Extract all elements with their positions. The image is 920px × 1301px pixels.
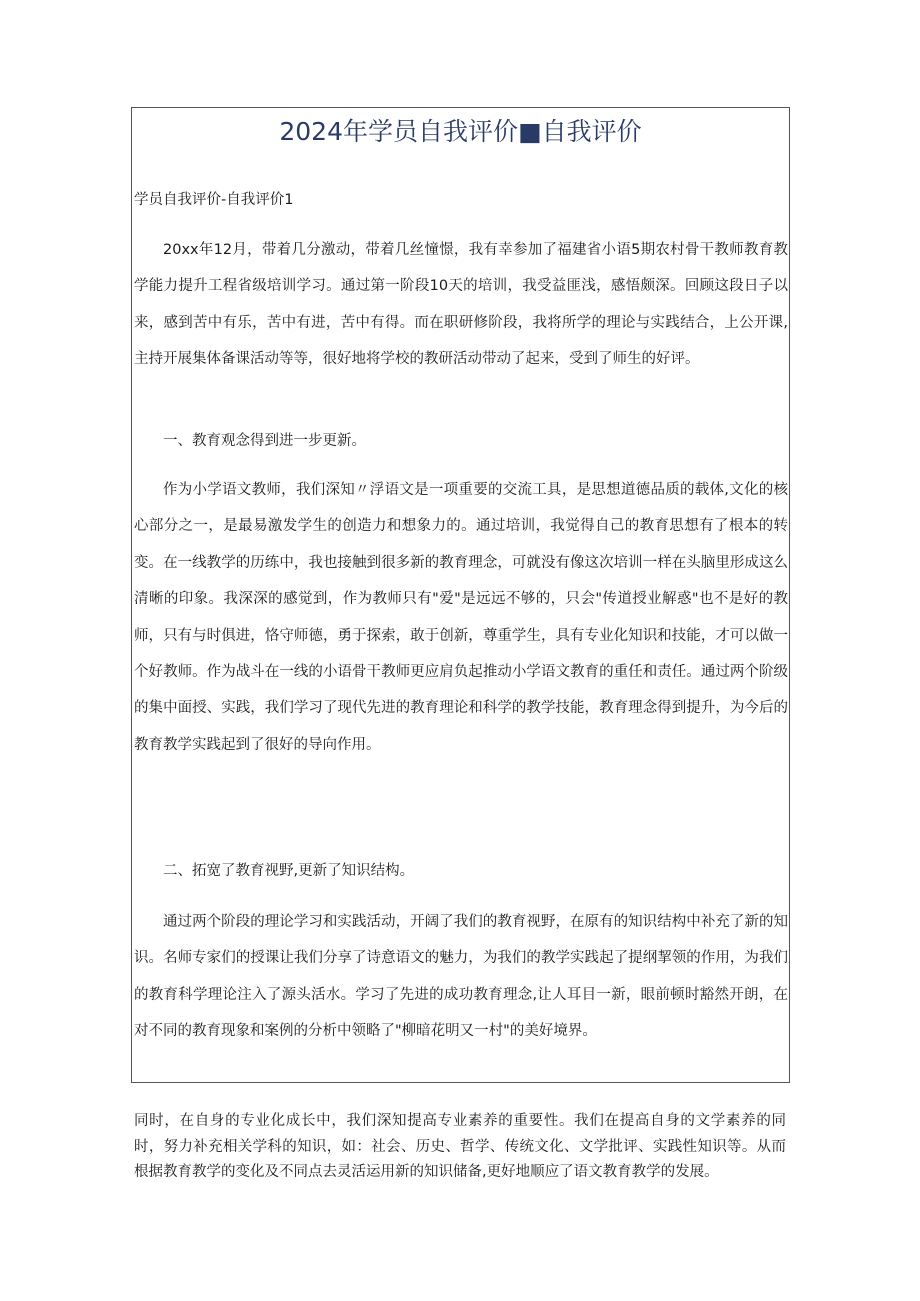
paragraph-professional-growth: 同时，在自身的专业化成长中，我们深知提高专业素养的重要性。我们在提高自身的文学素养的同时，努力补充相关学科的知识，如：社会、历史、哲学、传统文化、文学批评、实践性知识等。从而根据教育教学的变化及不同点去灵活运用新的知识储备,更好地顺应了语文教育教学的发展。 bbox=[134, 1113, 786, 1181]
section-subheading: 学员自我评价-自我评价1 bbox=[134, 192, 294, 208]
paragraph-intro: 20xx年12月，带着几分激动，带着几丝憧憬，我有幸参加了福建省小语5期农村骨干教师教育教学能力提升工程省级培训学习。通过第一阶段10天的培训，我受益匪浅，感悟颇深。回顾这段日子以来，感到苦中有乐，苦中有进，苦中有得。而在职研修阶段，我将所学的理论与实践结合，上公开课,主持开展集体备课活动等等，很好地将学校的教研活动带动了起来，受到了师生的好评。 bbox=[134, 242, 788, 368]
paragraph-education-concept: 作为小学语文教师，我们深知〃浮语文是一项重要的交流工具，是思想道德品质的载体,文化的核心部分之一，是最易激发学生的创造力和想象力的。通过培训，我觉得自己的教育思想有了根本的转变。在一线教学的历练中，我也接触到很多新的教育理念，可就没有像这次培训一样在头脑里形成这么清晰的印象。我深深的感觉到，作为教师只有"爱"是远远不够的，只会"传道授业解惑"也不是好的教师，只有与时俱进，恪守师德，勇于探索，敢于创新，尊重学生，具有专业化知识和技能，才可以做一个好教师。作为战斗在一线的小语骨干教师更应肩负起推动小学语文教育的重任和责任。通过两个阶级的集中面授、实践，我们学习了现代先进的教育理论和科学的教学技能，教育理念得到提升，为今后的教育教学实践起到了很好的导向作用。 bbox=[134, 482, 788, 753]
document-title: 2024年学员自我评价■自我评价 bbox=[279, 117, 642, 146]
heading-education-vision: 二、拓宽了教育视野,更新了知识结构。 bbox=[163, 863, 415, 879]
paragraph-education-vision: 通过两个阶段的理论学习和实践活动，开阔了我们的教育视野，在原有的知识结构中补充了新的知识。名师专家们的授课让我们分享了诗意语文的魅力，为我们的教学实践起了提纲挈领的作用，为我们的教育科学理论注入了源头活水。学习了先进的成功教育理念,让人耳目一新，眼前顿时豁然开朗，在对不同的教育现象和案例的分析中领略了"柳暗花明又一村"的美好境界。 bbox=[134, 914, 788, 1040]
heading-education-concept: 一、教育观念得到进一步更新。 bbox=[163, 433, 366, 449]
